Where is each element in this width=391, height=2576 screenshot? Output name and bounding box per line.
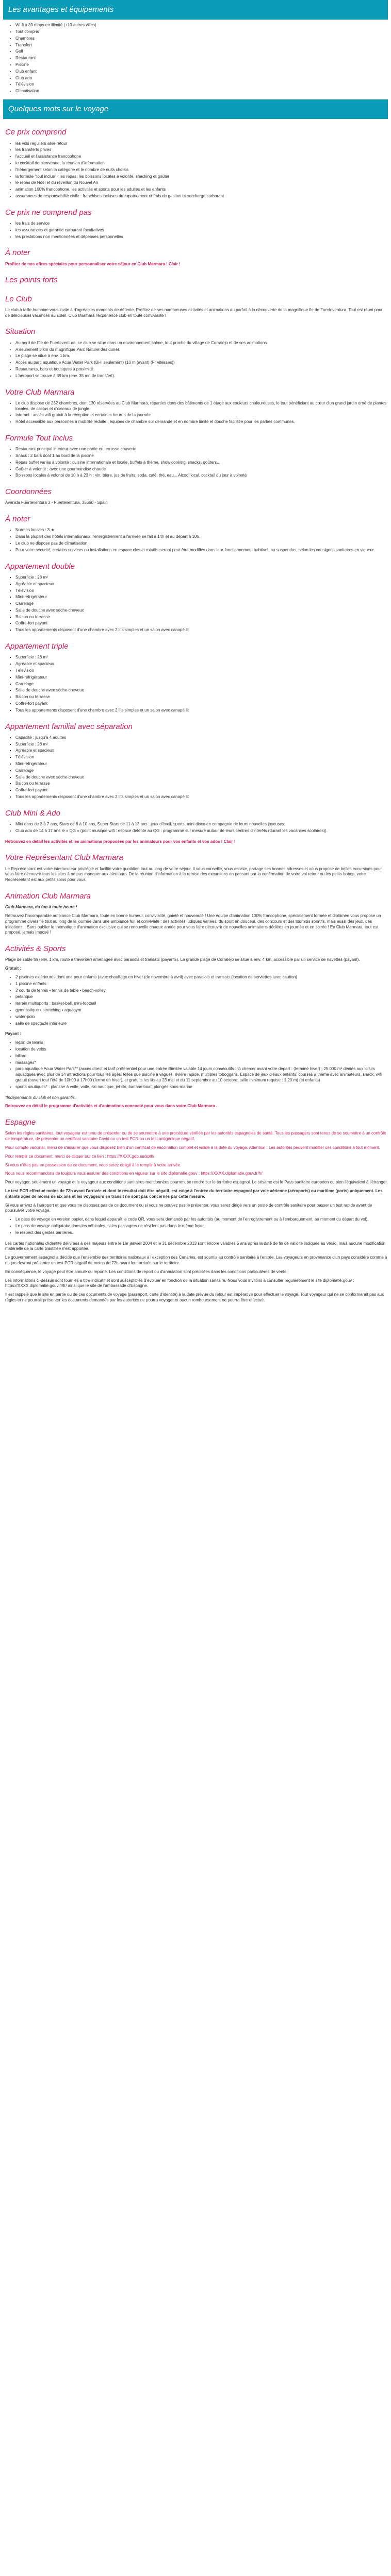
list-item: • la formule "tout inclus" : les repas, les boissons locales à volonté, snacking et goûter xyxy=(15,174,388,180)
list-item: ▪ Coffre-fort payant xyxy=(15,788,388,793)
espagne-p5: Si vous arrivez à l'aéroport et que vous ne disposez pas de ce document ou si vous ne pouvez pas le présenter, vous serez dirigé vers un poste de contrôle sanitaire pour passer un test rapide avant de poursuivre votre voyage. xyxy=(5,1202,372,1213)
list-item: ▪ Agréable et spacieux xyxy=(15,748,388,754)
sports-heading: Activités & Sports xyxy=(5,944,66,954)
espagne-list xyxy=(3,1217,388,1235)
list-item: • les transferts privés xyxy=(15,147,388,153)
list-item: ▪ Balcon ou terrasse xyxy=(15,615,388,620)
situation-list xyxy=(3,341,388,379)
list-item: • l'accueil et l'assistance francophone xyxy=(15,154,388,160)
list-item: ▪ Carrelage xyxy=(15,682,388,687)
list-item: • Le pass de voyage en version papier, dans lequel apparaît le code QR, vous sera demandé par les autorités (au moment de l'enregistrement ou à l'embarquement, au moment du départ du vol). xyxy=(15,1217,388,1223)
list-item: • Restaurant xyxy=(15,56,388,61)
coordinates-heading: Coordonnées xyxy=(5,487,52,497)
list-item: • assurances de responsabilité civile : franchises incluses de rapatriement et frais de gestion et surcharge carburant xyxy=(15,194,388,199)
apt-triple-list xyxy=(3,655,388,713)
section-band-trip: Quelques mots sur le voyage xyxy=(3,99,388,119)
list-item: • Wi-fi à 30 mbps en illimité (+10 autres villes) xyxy=(15,23,388,28)
list-item: ▪ Mini-réfrigérateur xyxy=(15,675,388,681)
list-item: • billard xyxy=(15,1054,388,1059)
sports-intro: Plage de sable fin (env. 1 km, route à traverser) aménagée avec parasols et transats (payants). La grande plage de Corralejo se situe à env. 4 km, accessible par un service de navettes (payant). xyxy=(5,957,360,962)
list-item: • Hôtel accessible aux personnes à mobilité réduite : équipes de chambre sur demande et en nombre limité et douche facilitée pour les parties communes. xyxy=(15,419,388,425)
note-heading: À noter xyxy=(5,248,30,258)
club-heading: Le Club xyxy=(5,294,32,303)
coordinates-text: Avenida Fuerteventura 3 - Fuerteventura, 35660 - Spain xyxy=(5,500,108,505)
anim-heading: Animation Club Marmara xyxy=(5,892,91,901)
list-item: • Restaurants, bars et boutiques à proximité xyxy=(15,367,388,372)
apt-family-list xyxy=(3,735,388,800)
list-item: • terrain multisports : basket-ball, mini-football xyxy=(15,1001,388,1007)
list-item: ▪ Mini-réfrigérateur xyxy=(15,761,388,767)
list-item: • Accès au parc aquatique Acua Water Park (Bi-li seulement) (10 m (avant) (Fr vitesses)) xyxy=(15,360,388,366)
espagne-p4: Le test PCR effectué moins de 72h avant l'arrivée et dont le résultat doit être négatif, est exigé à l'entrée du territoire espagnol par voie aérienne (aéroports) ou maritime (ports) uniquement. Les enfants âgés de moins de six ans et les voyageurs en transit ne sont pas concernés par cette mesure. xyxy=(5,1189,383,1199)
list-item: ▪ Coffre-fort payant xyxy=(15,701,388,707)
list-item: • Club enfant xyxy=(15,69,388,75)
list-item: • Piscine xyxy=(15,62,388,68)
list-item: • leçon de tennis xyxy=(15,1040,388,1046)
marmara-list xyxy=(3,401,388,425)
list-item: • 2 piscines extérieures dont une pour enfants (avec chauffage en hiver (de novembre à avril) avec parasols et transats (location de serviettes avec caution) xyxy=(15,975,388,980)
espagne-p1: Selon les règles sanitaires, tout voyageur est tenu de présenter ou de se soumettre à une procédure vérifiée par les autorités espagnoles de santé. Tous les passagers sont tenus de se soumettre à un contrôle de température, de présenter un certificat sanitaire Covid ou un test PCR ou un test antigénique négatif. xyxy=(5,1131,386,1142)
list-item: ▪ Télévision xyxy=(15,755,388,760)
list-item: ▪ Salle de douche avec sèche-cheveux xyxy=(15,775,388,781)
mini-ado-heading: Club Mini & Ado xyxy=(5,808,60,818)
list-item: • Goûter à volonté : avec une gourmandise chaude xyxy=(15,467,388,472)
list-item: • 2 courts de tennis ▪ tennis de table ▪ beach-volley xyxy=(15,988,388,994)
list-item: • L'aéroport se trouve à 39 km (env. 35 mn de transfert). xyxy=(15,374,388,379)
apt-double-heading: Appartement double xyxy=(5,562,75,571)
free-list xyxy=(3,975,388,1026)
list-item: • l'hébergement selon la catégorie et le nombre de nuits choisis xyxy=(15,167,388,173)
advantages-list xyxy=(3,23,388,94)
mini-ado-footer: Retrouvez en détail les activités et les animations proposées par les animateurs pour vos enfants et vos ados ! Clair ! xyxy=(5,839,236,844)
list-item: ▪ Balcon ou terrasse xyxy=(15,781,388,787)
espagne-p6: Les cartes nationales d'identité délivrées à des majeurs entre le 1er janvier 2004 et le 31 décembre 2013 sont encore valables 5 ans après la date de fin de validité indiquée au verso, mais aucune modification matérielle de la carte plastifiée n'est apportée. xyxy=(5,1241,386,1251)
list-item: ▪ Capacité : jusqu'à 4 adultes xyxy=(15,735,388,741)
paid-list xyxy=(3,1040,388,1090)
espagne-p1b: Pour compte vaccinal, merci de s'assurer que vous disposez bien d'un certificat de vaccination complet et valide à la date du voyage. Attention : Les autorités peuvent modifier ces conditions à tout moment. xyxy=(5,1145,380,1150)
espagne-p10: Il est rappelé que le site en partie ou de ces documents de voyage (passeport, carte d'identité) à la date prévue du retour est impérative pour effectuer le voyage. Tout voyageur qui ne se conformerait pas aux règles et ne pourrait présenter les documents demandés par les autorités ne pourra voyager et aucun remboursement ne pourra être effectué. xyxy=(5,1292,384,1302)
note-text: Profitez de nos offres spéciales pour personnaliser votre séjour en Club Marmara ! Clair ! xyxy=(5,261,181,266)
list-item: • Chambres xyxy=(15,36,388,42)
anim-text: Retrouvez l'incomparable ambiance Club Marmara, toute en bonne humeur, convivialité, gaieté et nouveauté ! Une équipe d'animation 100% francophone, spécialement formée et diplômée vous propose un programme diversifié tout au long de la journée dans une ambiance fun et conviviale : des activités ludiques variées, du sport en douceur, des concours et des tournois sportifs, mais aussi des jeux, des initiations... Sans oublier le thématique d'animation exclusive qui se renouvelle chaque année pour vous faire découvrir de nouvelles animations dédiées en journée et en soirée ! En Club Marmara, tout est proposé, jamais imposé ! xyxy=(5,913,381,935)
included-heading: Ce prix comprend xyxy=(5,128,67,137)
list-item: • Tout compris xyxy=(15,29,388,35)
list-item: ▪ Carrelage xyxy=(15,768,388,774)
list-item: • water-polo xyxy=(15,1014,388,1020)
list-item: • Club ado de 14 à 17 ans le « QG » (point musique wifi : espace détente au QG : programme sur mesure autour de leurs centres d'intérêts (durant les vacances scolaires)). xyxy=(15,828,388,834)
list-item: ▪ Tous les appartements disposent d'une chambre avec 2 lits simples et un salon avec canapé lit xyxy=(15,628,388,633)
espagne-p2: Nous vous recommandons de toujours vous assurer des conditions en vigueur sur le site diplomatie.gouv : https://XXXX.diplomatie.gouv.fr/fr/ xyxy=(5,1171,263,1176)
list-item: • location de vélos xyxy=(15,1047,388,1053)
list-item: • Normes locales : 3 ★ xyxy=(15,528,388,533)
list-item: • Club ado xyxy=(15,76,388,81)
list-item: • parc aquatique Acua Water Park** (accès direct et tarif préférentiel pour une entrée illimitée valable 14 jours consécutifs : ¼ chercer avant votre départ : (terminé hiver) ; 25.000 m² dédiés aux loisirs aquatiques avec plus de 14 attractions pour tous les âges, telles que piscine à vagues, rivière rapide, multiples toboggans. Espace de jeux d'eaux enfants, courses à thème avec animateurs, snack, wifi gratuit (ouvert tout l'été de 10h00 à 17h00 (fermé en hiver), et gratuits les lits au 23 mai et du 11 septembre au 10 octobre, taille minimum requise : 1,20 m) (et enfants) xyxy=(15,1066,388,1083)
rep-heading: Votre Représentant Club Marmara xyxy=(5,853,123,862)
list-item: • Au nord de l'île de Fuerteventura, ce club se situe dans un environnement calme, tout proche du village de Corralejo et de ses animations. xyxy=(15,341,388,346)
list-item: ▪ Superficie : 28 m² xyxy=(15,575,388,581)
list-item: ▪ Agréable et spacieux xyxy=(15,582,388,587)
espagne-heading: Espagne xyxy=(5,1118,36,1127)
list-item: ▪ Tous les appartements disposent d'une chambre avec 2 lits simples et un salon avec canapé lit xyxy=(15,794,388,800)
list-item: • Transfert xyxy=(15,43,388,48)
list-item: • Internet : accès wifi gratuit à la réception et certaines heures de la journée. xyxy=(15,413,388,418)
formula-list xyxy=(3,447,388,479)
espagne-p1d: Si vous n'êtes pas en possession de ce document, vous serez obligé à le remplir à votre arrivée. xyxy=(5,1162,182,1167)
apt-triple-heading: Appartement triple xyxy=(5,642,69,651)
list-item: ▪ Coffre-fort payant xyxy=(15,621,388,626)
list-item: • Le pass de voyage obligatoire dans les véhicules, si les passagers ne résident pas dans le même foyer. xyxy=(15,1224,388,1229)
list-item: ▪ Salle de douche avec sèche-cheveux xyxy=(15,688,388,693)
list-item: • Le club dispose de 232 chambres, dont 130 réservées au Club Marmara, réparties dans des bâtiments de 1 étage aux couleurs chaleureuses, le tout bénéficiant au cœur d'un grand jardin orné de plantes locales, de cactus et d'oiseaux de jungle. xyxy=(15,401,388,412)
list-item: • Climatisation xyxy=(15,89,388,94)
marmara-heading: Votre Club Marmara xyxy=(5,387,75,397)
excluded-list xyxy=(3,221,388,240)
note2-heading: À noter xyxy=(5,515,30,524)
situation-heading: Situation xyxy=(5,327,36,336)
strengths-heading: Les points forts xyxy=(5,276,58,285)
list-item: • massages* xyxy=(15,1060,388,1066)
list-item: • les prestations non mentionnées et dépenses personnelles xyxy=(15,234,388,240)
list-item: ▪ Télévision xyxy=(15,588,388,594)
espagne-p7: Le gouvernement espagnol a décidé que l'ensemble des territoires nationaux à l'exception des Canaries, est soumis au contrôle sanitaire à l'entrée. Les voyageurs en provenance d'un pays considéré comme à risque devront présenter un test PCR négatif de moins de 72h avant leur arrivée sur le territoire. xyxy=(5,1255,387,1266)
list-item: • le cocktail de bienvenue, la réunion d'information xyxy=(15,161,388,166)
paid-heading: Payant : xyxy=(5,1031,22,1037)
list-item: • A seulement 3 km du magnifique Parc Naturel des dunes xyxy=(15,347,388,353)
list-item: • salle de spectacle intérieure xyxy=(15,1021,388,1027)
list-item: ▪ Agréable et spacieux xyxy=(15,662,388,667)
apt-double-list xyxy=(3,575,388,633)
list-item: ▪ Balcon ou terrasse xyxy=(15,694,388,700)
included-list xyxy=(3,141,388,199)
list-item: • Le plage se situe à env. 1 km. xyxy=(15,353,388,359)
list-item: • Restaurant principal intérieur avec une partie en terrasse couverte xyxy=(15,447,388,452)
list-item: ▪ Carrelage xyxy=(15,601,388,607)
formula-heading: Formule Tout Inclus xyxy=(5,433,73,443)
free-heading: Gratuit : xyxy=(5,966,22,971)
list-item: • Mini dans de 3 à 7 ans, Stars de 8 à 10 ans, Super Stars de 11 à 13 ans : jeux d'éveil, sports, mini disco en compagnie de leurs nouvelles joyeuses. xyxy=(15,822,388,827)
list-item: • Pour votre sécurité, certains services ou installations en espace clos et rotatifs seront peut-être modifiés dans leur fonctionnement habituel, ou suspendus, selon les consignes sanitaires en vigueur. xyxy=(15,548,388,553)
list-item: • Le club ne dispose pas de climatisation. xyxy=(15,541,388,547)
list-item: • les frais de service xyxy=(15,221,388,227)
rep-text: Le Représentant est votre interlocuteur privilégié et facilite votre quotidien tout au long de votre séjour. Il vous conseille, vous assiste, partage ses bonnes adresses et vous propose de belles excursions pour vous faire découvrir tous les sites à ne pas manquer aux alentours. De la réunion d'information à la remise des excursions en passant par la confirmation de votre vol retour ou les petits bobos, votre Représentant est aux petits soins pour vous. xyxy=(5,866,382,883)
list-item: • 1 piscine enfants xyxy=(15,981,388,987)
espagne-p3: Pour voyager, seulement un voyage et le voyageur aux conditions sanitaires mentionnées pourront se rendre sur le territoire espagnol. Le sésame est le Pass sanitaire européen ou bien l'équivalent à l'étranger. xyxy=(5,1180,388,1185)
list-item: ▪ Télévision xyxy=(15,668,388,674)
espagne-p1c: Pour remplir ce document, merci de cliquer sur ce lien : https://XXXX.gob.es/spth/ xyxy=(5,1154,155,1159)
list-item: ▪ Superficie : 28 m² xyxy=(15,655,388,660)
list-item: • Golf xyxy=(15,49,388,55)
list-item: • sports nautiques* : planche à voile, voile, ski nautique, jet ski, banane boat, plongée sous-marine xyxy=(15,1084,388,1090)
list-item: • le respect des gestes barrières. xyxy=(15,1230,388,1236)
sports-footer: Retrouvez en détail le programme d'activités et d'animations concocté pour vous dans votre Club Marmara . xyxy=(5,1104,218,1109)
espagne-p8: En conséquence, le voyage peut être annulé ou reporté. Les conditions de report ou d'annulation sont précisées dans les conditions particulières de vente. xyxy=(5,1269,288,1274)
list-item: ▪ Tous les appartements disposent d'une chambre avec 2 lits simples et un salon avec canapé lit xyxy=(15,708,388,714)
list-item: • Dans la plupart des hôtels internationaux, l'enregistrement à l'arrivée se fait à 14h et au départ à 10h. xyxy=(15,534,388,540)
club-text: Le club à taille humaine vous invite à d'agréables moments de détente. Profitez de ses nombreuses activités et animations au parfait à la découverte de la magnifique île de Fuerteventura. Tout est réuni pour de délicieuses vacances au soleil. Club Marmara l'expérience club en toute convivialité ! xyxy=(5,307,383,318)
list-item: • animation 100% francophone, les activités et sports pour les adultes et les enfants xyxy=(15,187,388,193)
mini-ado-list xyxy=(3,822,388,834)
sports-footnote: *Indépendants du club et non garantis. xyxy=(5,1095,76,1100)
section-band-advantages: Les avantages et équipements xyxy=(3,0,388,20)
list-item: • Repas buffet variés à volonté : cuisine internationale et locale, buffets à thème, show cooking, snacks, goûters... xyxy=(15,460,388,466)
anim-subheading: Club Marmara, du fun à toute heure ! xyxy=(5,905,77,910)
espagne-p9: Les informations ci-dessus sont fournies à titre indicatif et sont susceptibles d'évoluer en fonction de la situation sanitaire. Nous vous invitons à consulter régulièrement le site diplomatie.gouv : https://XXXX.diplomatie.gouv.fr/fr/ ainsi que le site de l'ambassade d'Espagne. xyxy=(5,1278,354,1289)
note2-list xyxy=(3,528,388,553)
list-item: • les assurances et garantie carburant facultatives xyxy=(15,228,388,233)
list-item: • pétanque xyxy=(15,994,388,1000)
list-item: • gymnastique ▪ stretching ▪ aquagym xyxy=(15,1008,388,1013)
list-item: ▪ Mini-réfrigérateur xyxy=(15,595,388,600)
list-item: • Snack : 2 bars dont 1 au bord de la piscine xyxy=(15,453,388,459)
apt-family-heading: Appartement familial avec séparation xyxy=(5,722,133,731)
excluded-heading: Ce prix ne comprend pas xyxy=(5,208,92,217)
list-item: • Boissons locales à volonté de 10 h à 23 h : vin, bière, jus de fruits, soda, café, thé, eau... Alcool local, cocktail du jour à volonté xyxy=(15,473,388,479)
list-item: • Télévision xyxy=(15,82,388,88)
list-item: • les vols réguliers aller-retour xyxy=(15,141,388,147)
list-item: ▪ Salle de douche avec sèche-cheveux xyxy=(15,608,388,614)
list-item: ▪ Superficie : 28 m² xyxy=(15,742,388,748)
list-item: • le repas de Noël et du réveillon du Nouvel An xyxy=(15,180,388,186)
